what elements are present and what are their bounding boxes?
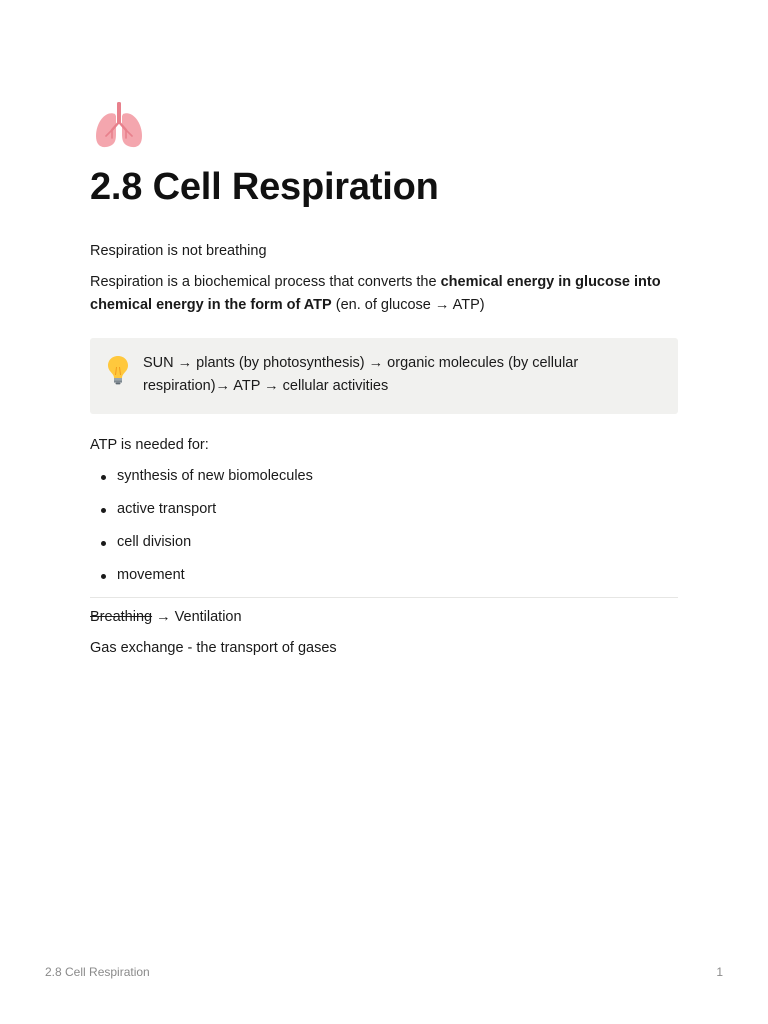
gas-exchange-line: Gas exchange - the transport of gases bbox=[90, 640, 337, 656]
paragraph-respiration-not-breathing: Respiration is not breathing bbox=[90, 243, 267, 259]
list-item bbox=[90, 498, 678, 521]
list-item-text: active transport bbox=[117, 501, 217, 517]
bullet-icon bbox=[101, 508, 106, 513]
list-item-text: cell division bbox=[117, 534, 192, 550]
callout-text: SUN → plants (by photosynthesis) → organic molecules (by cellular respiration)→ ATP → cellular activities bbox=[143, 355, 579, 394]
divider bbox=[90, 597, 678, 598]
bullet-icon bbox=[101, 574, 106, 579]
lungs-icon bbox=[92, 100, 146, 154]
footer-page-number: 1 bbox=[716, 965, 723, 979]
list-item-text: synthesis of new biomolecules bbox=[117, 468, 313, 484]
atp-needs-label: ATP is needed for: bbox=[90, 437, 209, 453]
struck-breathing-text: Breathing bbox=[90, 609, 153, 625]
definition-bold-text: chemical energy in glucose into chemical energy in the form of ATP bbox=[90, 274, 661, 313]
list-item-text: movement bbox=[117, 567, 185, 583]
definition-text-end: (en. of glucose → ATP) bbox=[331, 297, 485, 313]
lightbulb-icon bbox=[106, 355, 130, 398]
list-item bbox=[90, 465, 678, 488]
list-item bbox=[90, 564, 678, 587]
list-item bbox=[90, 531, 678, 554]
paragraph-respiration-definition bbox=[90, 271, 678, 317]
ventilation-text: → Ventilation bbox=[152, 609, 242, 625]
atp-uses-list bbox=[90, 465, 678, 587]
page-title: 2.8 Cell Respiration bbox=[90, 166, 439, 208]
breathing-ventilation-line bbox=[90, 606, 678, 629]
footer-title: 2.8 Cell Respiration bbox=[45, 965, 150, 979]
definition-text-start: Respiration is a biochemical process that converts the bbox=[90, 274, 441, 290]
page-content bbox=[90, 240, 678, 660]
bullet-icon bbox=[101, 475, 106, 480]
bullet-icon bbox=[101, 541, 106, 546]
energy-flow-callout bbox=[90, 338, 678, 414]
